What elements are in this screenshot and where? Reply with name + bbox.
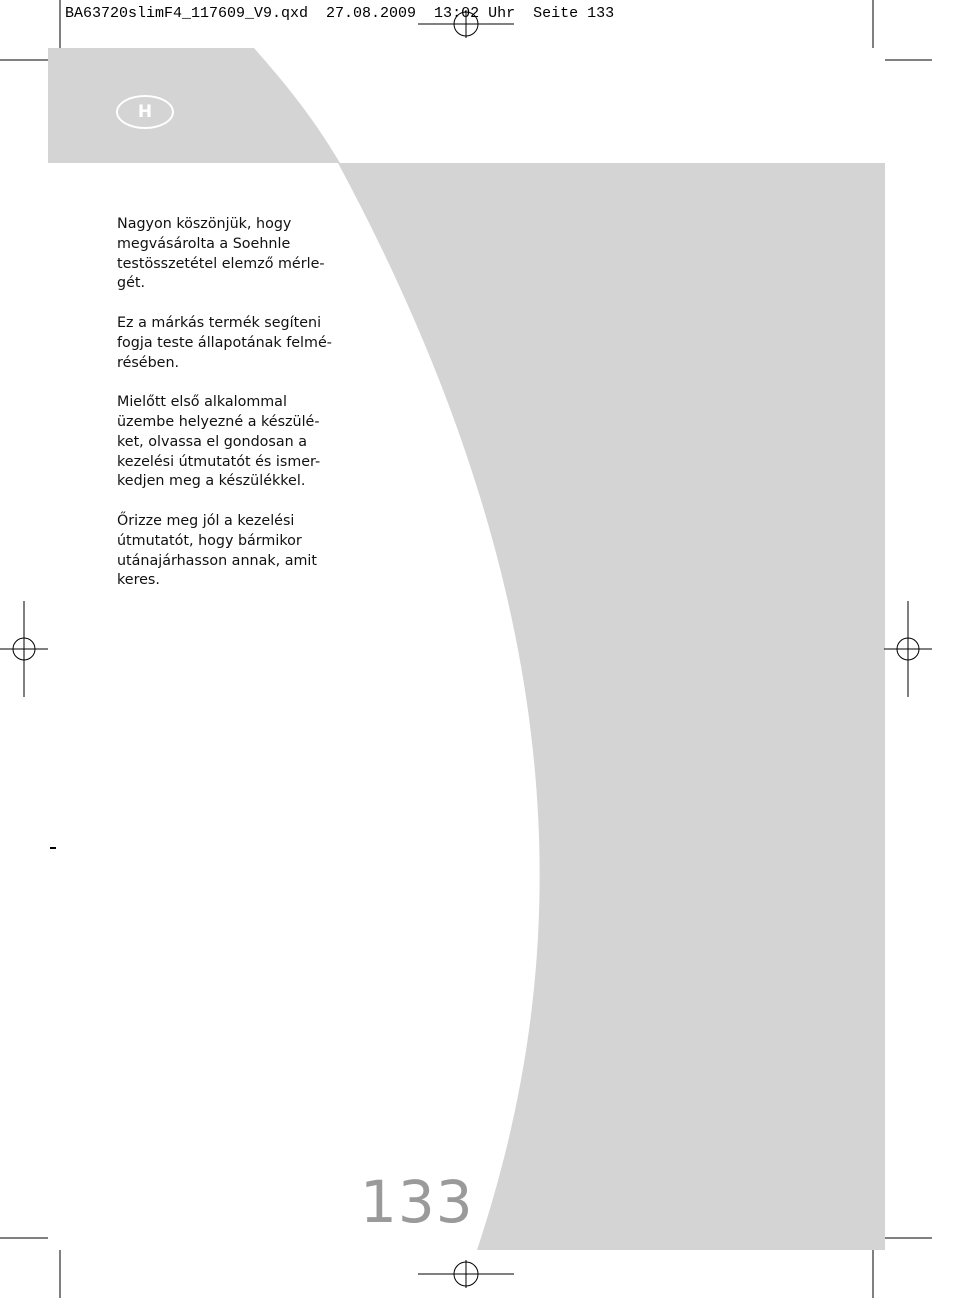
page-number: 133 <box>360 1168 474 1236</box>
paragraph-thanks: Nagyon köszönjük, hogy megvásárolta a Soehnle testösszetétel elemző mérle-gét. <box>117 216 325 292</box>
registration-mark-right <box>884 601 932 697</box>
registration-mark-left <box>0 601 48 697</box>
registration-mark-bottom <box>418 1260 514 1288</box>
paragraph-keep-manual: Őrizze meg jól a kezelési útmutatót, hogy bármikor utánajárhasson annak, amit keres. <box>117 512 317 589</box>
paragraph-product: Ez a márkás termék segíteni fogja teste állapotának felmé-résében. <box>117 314 332 371</box>
language-badge: H <box>116 95 174 129</box>
print-slug: BA63720slimF4_117609_V9.qxd 27.08.2009 13:02 Uhr Seite 133 <box>65 5 615 22</box>
paragraph-instructions: Mielőtt első alkalommal üzembe helyezné a készülé-ket, olvassa el gondosan a kezelési útmutatót és ismer-kedjen meg a készülékkel. <box>117 394 321 490</box>
intro-text <box>117 215 337 611</box>
